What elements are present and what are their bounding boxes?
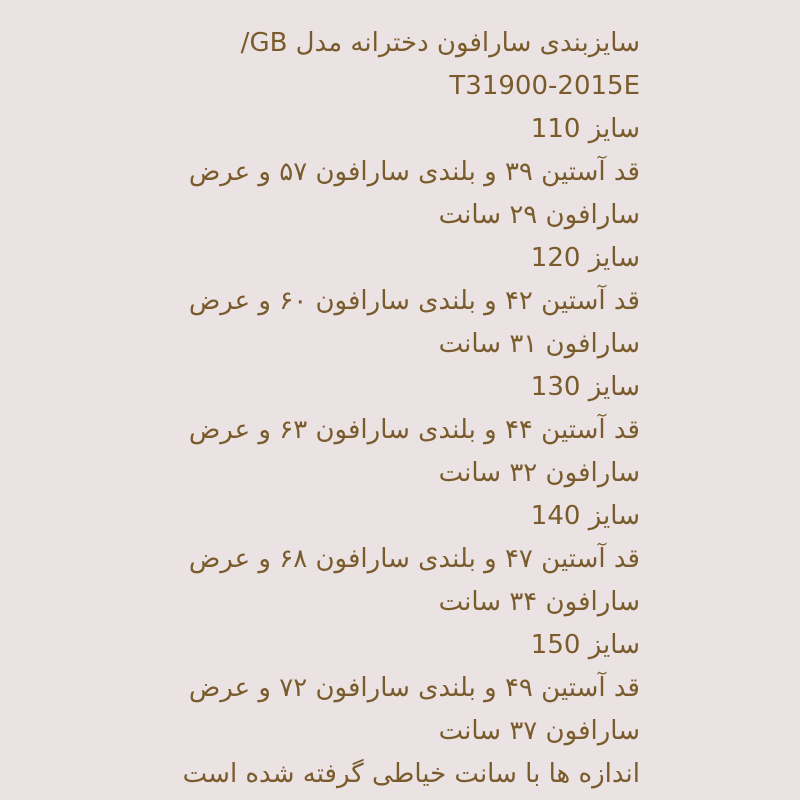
- size-120-heading: سایز 120: [530, 243, 640, 273]
- size-110-heading: سایز 110: [530, 114, 640, 144]
- size-130-details-line-1: قد آستین ۴۴ و بلندی سارافون ۶۳ و عرض: [188, 415, 640, 445]
- size-110-details-line-1: قد آستین ۳۹ و بلندی سارافون ۵۷ و عرض: [188, 157, 640, 187]
- size-140-details-line-2: سارافون ۳۴ سانت: [438, 587, 640, 617]
- size-120-details-line-2: سارافون ۳۱ سانت: [438, 329, 640, 359]
- size-150-details-line-1: قد آستین ۴۹ و بلندی سارافون ۷۲ و عرض: [188, 673, 640, 703]
- size-chart-text: [160, 22, 640, 796]
- size-150-details-line-2: سارافون ۳۷ سانت: [438, 716, 640, 746]
- size-140-details-line-1: قد آستین ۴۷ و بلندی سارافون ۶۸ و عرض: [188, 544, 640, 574]
- measurement-note: اندازه ها با سانت خیاطی گرفته شده است: [182, 759, 640, 789]
- title-line-1: سایزبندی سارافون دخترانه مدل GB/: [240, 28, 640, 58]
- size-140-heading: سایز 140: [530, 501, 640, 531]
- size-130-details-line-2: سارافون ۳۲ سانت: [438, 458, 640, 488]
- size-150-heading: سایز 150: [530, 630, 640, 660]
- title-line-2-model-code: T31900-2015E: [449, 71, 640, 101]
- size-130-heading: سایز 130: [530, 372, 640, 402]
- size-110-details-line-2: سارافون ۲۹ سانت: [438, 200, 640, 230]
- size-120-details-line-1: قد آستین ۴۲ و بلندی سارافون ۶۰ و عرض: [188, 286, 640, 316]
